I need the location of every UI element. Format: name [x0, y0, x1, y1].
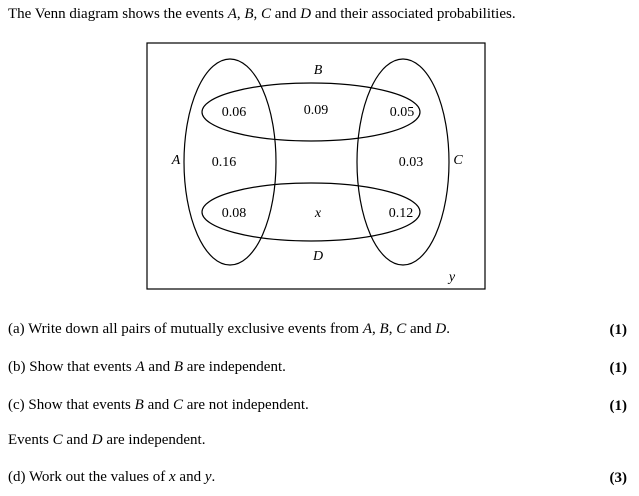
- event-ref: B: [379, 321, 389, 337]
- intro-sep: ,: [236, 6, 245, 22]
- event-ref: B: [134, 397, 144, 413]
- question-c: [8, 397, 309, 414]
- question-text: are independent.: [183, 359, 286, 375]
- event-ref: D: [91, 432, 103, 448]
- marks-d: (3): [609, 470, 627, 486]
- event-ref: A: [135, 359, 145, 375]
- event-ref: B: [173, 359, 183, 375]
- prob-b-and-c: 0.05: [389, 105, 415, 120]
- event-a-ref: A: [227, 6, 237, 22]
- question-sep: and: [62, 432, 92, 448]
- question-sep: ,: [388, 321, 397, 337]
- question-sep: and: [406, 321, 436, 337]
- intro-part: The Venn diagram shows the events: [8, 6, 228, 22]
- label-c: C: [453, 153, 463, 168]
- prob-c-and-d: 0.12: [388, 206, 414, 221]
- event-ref: C: [172, 397, 183, 413]
- prob-c-only: 0.03: [398, 155, 424, 170]
- intro-sep: and: [271, 6, 301, 22]
- question-text: .: [211, 469, 216, 485]
- question-a: [8, 321, 450, 338]
- label-b: B: [313, 63, 323, 78]
- question-sep: and: [143, 397, 173, 413]
- prob-a-only: 0.16: [211, 155, 237, 170]
- question-d: [8, 469, 215, 486]
- question-text: (d) Work out the values of: [8, 469, 169, 485]
- variable-ref: x: [168, 469, 176, 485]
- question-text: are not independent.: [183, 397, 309, 413]
- intro-sep: ,: [253, 6, 262, 22]
- question-text: are independent.: [102, 432, 206, 448]
- prob-d-only: x: [314, 206, 322, 221]
- question-sep: and: [144, 359, 174, 375]
- question-sep: ,: [372, 321, 380, 337]
- event-ref: C: [396, 321, 407, 337]
- question-text: (b) Show that events: [8, 359, 136, 375]
- prob-b-only: 0.09: [303, 103, 329, 118]
- marks-a: (1): [609, 322, 627, 338]
- prob-a-and-d: 0.08: [221, 206, 247, 221]
- question-text: (a) Write down all pairs of mutually exclusive events from: [8, 321, 363, 337]
- question-text: (c) Show that events: [8, 397, 135, 413]
- variable-ref: y: [204, 469, 212, 485]
- info-statement: [8, 432, 205, 449]
- question-sep: and: [175, 469, 205, 485]
- event-c-ref: C: [261, 6, 272, 22]
- event-b-ref: B: [244, 6, 254, 22]
- event-ref: D: [435, 321, 447, 337]
- question-text: .: [446, 321, 450, 337]
- label-a: A: [171, 153, 181, 168]
- marks-c: (1): [609, 398, 627, 414]
- question-b: [8, 359, 286, 376]
- event-ref: A: [362, 321, 373, 337]
- label-y: y: [448, 270, 456, 285]
- prob-a-and-b: 0.06: [221, 105, 247, 120]
- question-text: Events: [8, 432, 53, 448]
- event-d-ref: D: [300, 6, 312, 22]
- intro-part: and their associated probabilities.: [311, 6, 516, 22]
- marks-b: (1): [609, 360, 627, 376]
- label-d: D: [312, 249, 324, 264]
- event-ref: C: [52, 432, 63, 448]
